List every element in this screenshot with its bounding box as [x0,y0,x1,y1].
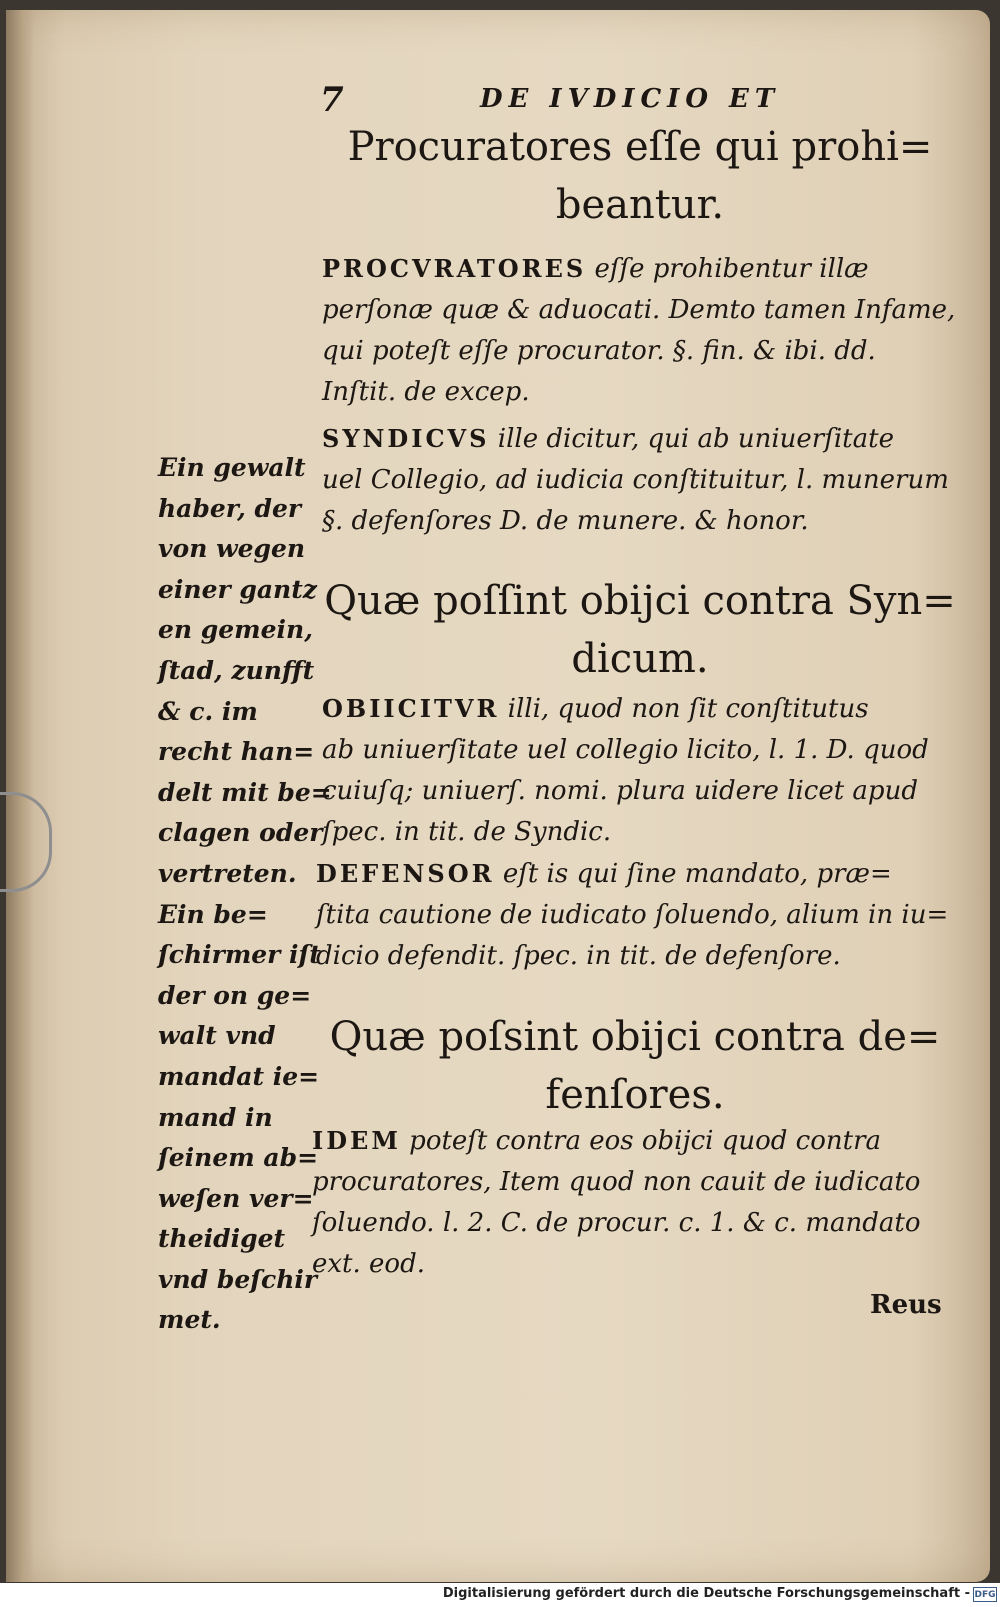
running-head: DE IVDICIO ET [480,84,781,114]
paragraph-lead: SYNDICVS [322,424,490,453]
funding-credit: Digitalisierung gefördert durch die Deutsche Forschungsgemeinschaft - [442,1586,970,1601]
paragraph-lead: IDEM [312,1126,401,1155]
page-number: 7 [320,80,344,120]
paragraph-lead: PROCVRATORES [322,254,587,283]
paragraph: SYNDICVS ille dicitur, qui ab uniuerſitate uel Collegio, ad iudicia conſtituitur, l. munerum §. defenſores D. de munere. & honor. [322,424,949,536]
paragraph: IDEM poteſt contra eos obijci quod contra procuratores, Item quod non cauit de iudicato ſoluendo. l. 2. C. de procur. c. 1. & c. mandato ext. eod. [312,1126,921,1279]
section-heading: Quæ poſſint obijci contra Syn= dicum. [324,578,956,682]
paragraph-lead: DEFENSOR [316,859,495,888]
catchword: Reus [870,1290,942,1320]
margin-note: Ein gewalt haber, der von wegen einer gantz en gemein, ſtad, zunfft & c. im recht han= delt mit be= clagen oder vertreten. Ein be= ſchirmer iſt der on ge= walt vnd mandat ie= mand in ſeinem ab= weſen ver= theidiget vnd beſchir met. [158,453,332,1335]
paragraph: PROCVRATORES eſſe prohibentur illæ perſonæ quæ & aduocati. Demto tamen Infame, qui poteſt eſſe procurator. §. fin. & ibi. dd. Inſtit. de excep. [322,254,956,407]
section-heading: Procuratores eſſe qui prohi= beantur. [347,124,933,228]
section-heading: Quæ poſsint obijci contra de= fenſores. [329,1014,941,1118]
paragraph: DEFENSOR eſt is qui ſine mandato, præ= ſtita cautione de iudicato ſoluendo, alium in iu= dicio defendit. ſpec. in tit. de defenſore. [316,859,949,971]
digitization-footer [0,1583,1000,1607]
dfg-logo: DFG [973,1587,997,1602]
paragraph: OBIICITVR illi, quod non ſit conſtitutus ab uniuerſitate uel collegio licito, l. 1. D. quod cuiuſq; uniuerſ. nomi. plura uidere licet apud ſpec. in tit. de Syndic. [322,694,929,847]
paragraph-lead: OBIICITVR [322,694,500,723]
